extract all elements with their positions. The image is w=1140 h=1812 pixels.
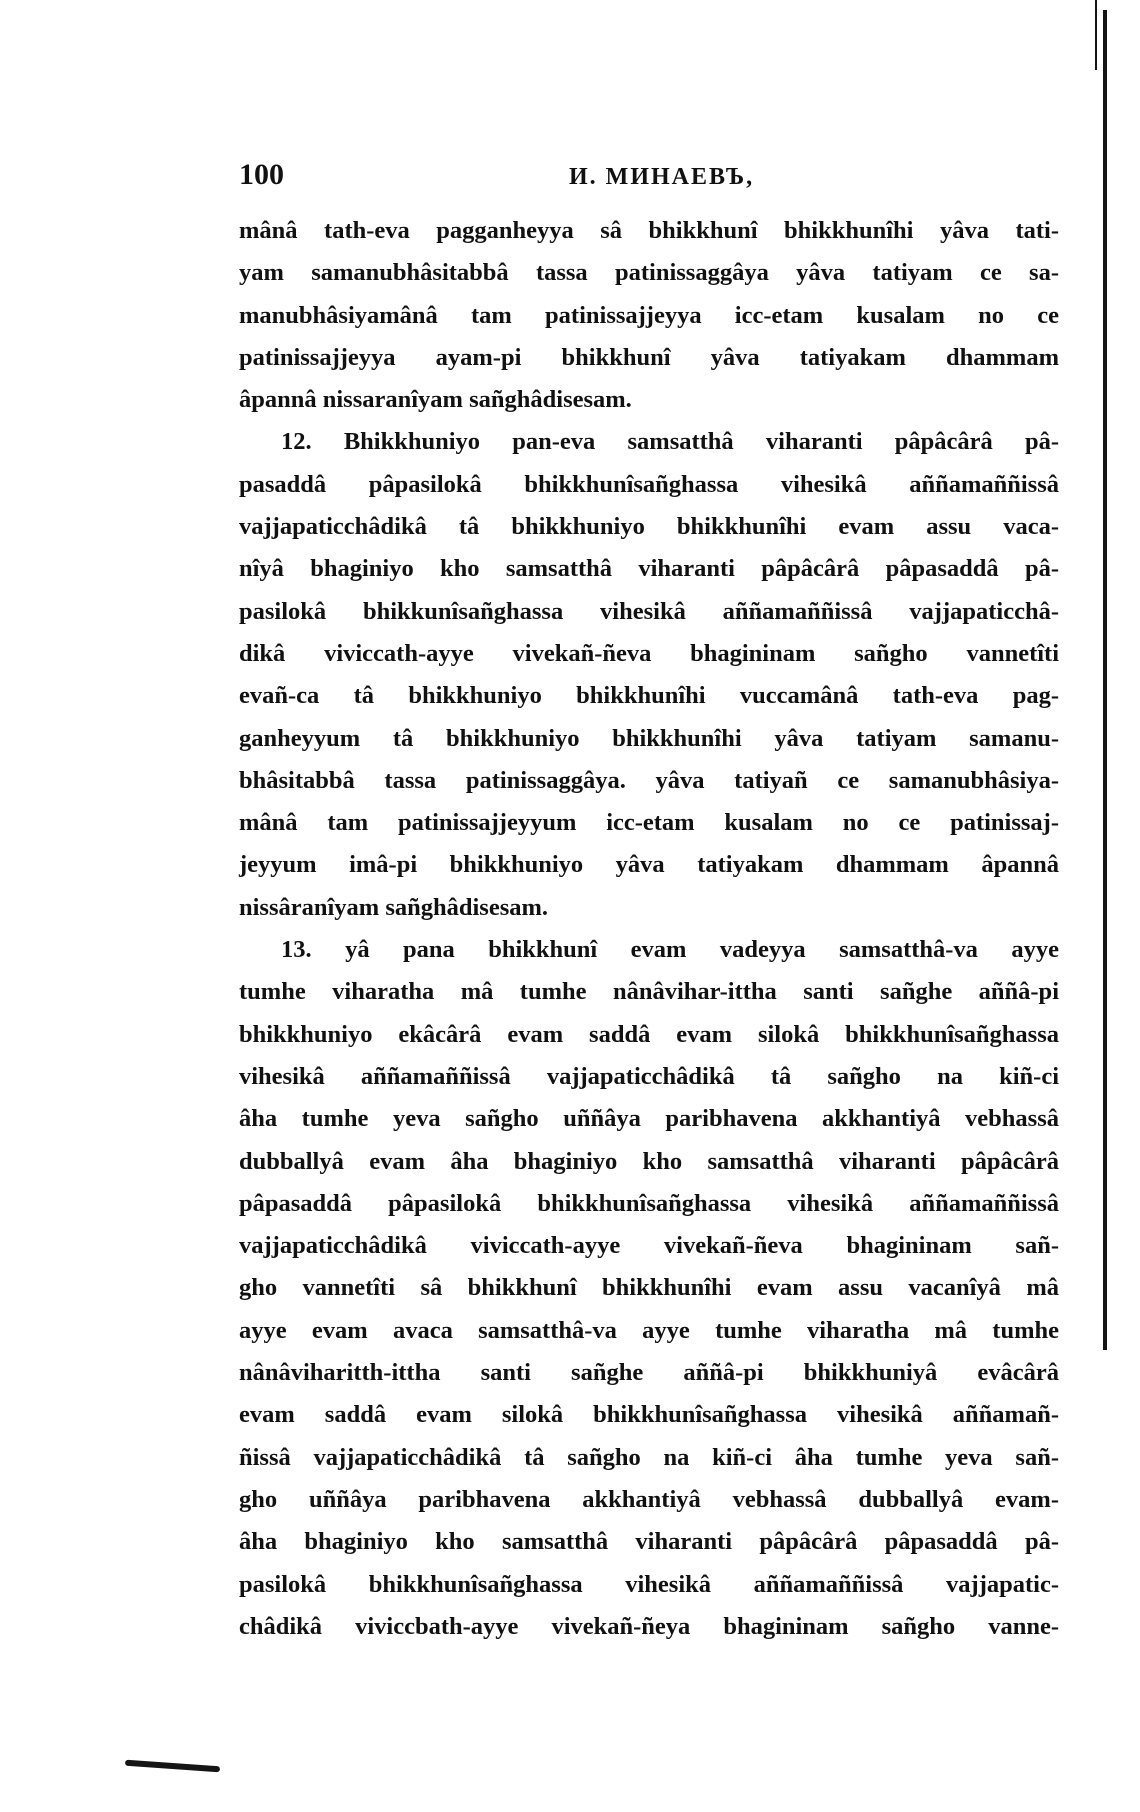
text-line: gho vannetîti sâ bhikkhunî bhikkhunîhi evam assu vacanîyâ mâ [239,1274,1059,1302]
text-line: nîyâ bhaginiyo kho samsatthâ viharanti pâpâcârâ pâpasaddâ pâ- [239,555,1059,583]
text-line: bhâsitabbâ tassa patinissaggâya. yâva tatiyañ ce samanubhâsiya- [239,766,1059,794]
text-line: pasaddâ pâpasilokâ bhikkhunîsañghassa vihesikâ aññamaññissâ [239,470,1059,498]
text-line: ganheyyum tâ bhikkhuniyo bhikkhunîhi yâva tatiyam samanu- [239,724,1059,752]
text-line: ñissâ vajjapaticchâdikâ tâ sañgho na kiñ-ci âha tumhe yeva sañ- [239,1443,1059,1471]
page-header [239,158,1059,202]
text-line: vihesikâ aññamaññissâ vajjapaticchâdikâ tâ sañgho na kiñ-ci [239,1062,1059,1090]
text-line: âpannâ nissaranîyam sañghâdisesam. [239,386,632,414]
text-line: yam samanubhâsitabbâ tassa patinissaggâya yâva tatiyam ce sa- [239,259,1059,287]
text-line: dubballyâ evam âha bhaginiyo kho samsatthâ viharanti pâpâcârâ [239,1147,1059,1175]
text-line: châdikâ viviccbath-ayye vivekañ-ñeya bhagininam sañgho vanne- [239,1612,1059,1640]
text-line: vajjapaticchâdikâ tâ bhikkhuniyo bhikkhunîhi evam assu vaca- [239,513,1059,541]
running-head: И. МИНАЕВЪ, [569,164,755,190]
text-line: dikâ viviccath-ayye vivekañ-ñeva bhagininam sañgho vannetîti [239,639,1059,667]
scan-smudge-mark [125,1760,220,1773]
body-text [239,210,1059,1648]
text-line: âha tumhe yeva sañgho uññâya paribhavena akkhantiyâ vebhassâ [239,1105,1059,1133]
text-line: nissâranîyam sañghâdisesam. [239,893,549,921]
text-line: evañ-ca tâ bhikkhuniyo bhikkhunîhi vuccamânâ tath-eva pag- [239,682,1059,710]
binding-edge-line-top [1095,0,1097,70]
text-line: jeyyum imâ-pi bhikkhuniyo yâva tatiyakam dhammam âpannâ [239,851,1059,879]
text-line: mânâ tath-eva pagganheyya sâ bhikkhunî bhikkhunîhi yâva tati- [239,217,1059,244]
text-line: âha bhaginiyo kho samsatthâ viharanti pâpâcârâ pâpasaddâ pâ- [239,1528,1059,1556]
text-line: 13. yâ pana bhikkhunî evam vadeyya samsatthâ-va ayye [281,936,1059,964]
text-line: mânâ tam patinissajjeyyum icc-etam kusalam no ce patinissaj- [239,809,1059,837]
text-line: patinissajjeyya ayam-pi bhikkhunî yâva tatiyakam dhammam [239,343,1059,371]
text-line: manubhâsiyamânâ tam patinissajjeyya icc-etam kusalam no ce [239,301,1059,329]
text-line: pâpasaddâ pâpasilokâ bhikkhunîsañghassa vihesikâ aññamaññissâ [239,1189,1059,1217]
text-line: tumhe viharatha mâ tumhe nânâvihar-ittha santi sañghe aññâ-pi [239,978,1059,1006]
binding-edge-line [1103,10,1107,1350]
text-line: vajjapaticchâdikâ viviccath-ayye vivekañ-ñeva bhagininam sañ- [239,1232,1059,1260]
text-line: nânâviharitth-ittha santi sañghe aññâ-pi bhikkhuniyâ evâcârâ [239,1359,1059,1387]
text-line: 12. Bhikkhuniyo pan-eva samsatthâ viharanti pâpâcârâ pâ- [281,428,1059,456]
text-line: ayye evam avaca samsatthâ-va ayye tumhe viharatha mâ tumhe [239,1316,1059,1344]
text-line: evam saddâ evam silokâ bhikkhunîsañghassa vihesikâ aññamañ- [239,1401,1059,1429]
text-line: pasilokâ bhikkhunîsañghassa vihesikâ aññamaññissâ vajjapatic- [239,1570,1059,1598]
text-line: bhikkhuniyo ekâcârâ evam saddâ evam silokâ bhikkhunîsañghassa [239,1020,1059,1048]
text-line: gho uññâya paribhavena akkhantiyâ vebhassâ dubballyâ evam- [239,1485,1059,1513]
page-number: 100 [239,158,284,191]
text-line: pasilokâ bhikkunîsañghassa vihesikâ aññamaññissâ vajjapaticchâ- [239,597,1059,625]
